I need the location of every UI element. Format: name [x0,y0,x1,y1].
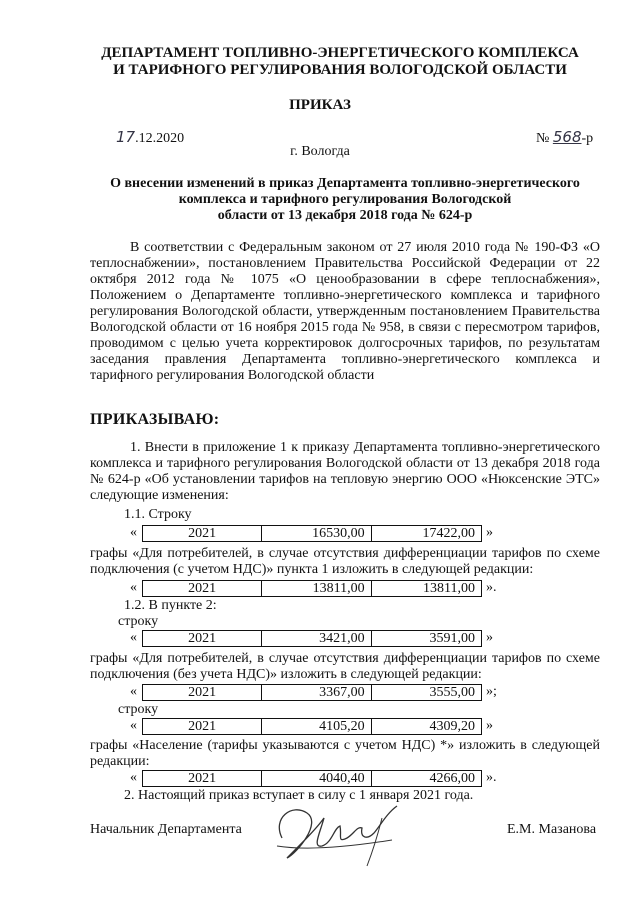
date-printed: .12.2020 [135,131,185,146]
item-2-text: 2. Настоящий приказ вступает в силу с 1 января 2021 года. [124,788,474,803]
tariff-cells-c [142,630,482,647]
tariff-cells-b [142,580,482,597]
quote-open: « [130,525,137,540]
doc-type-title: ПРИКАЗ [289,97,351,113]
sub-item-1-1-label: 1.1. Строку [124,507,192,522]
cell-year: 2021 [143,771,262,786]
quote-open: « [130,684,137,699]
date-handwritten: 17 [116,128,136,146]
handwritten-signature [262,798,412,868]
item-1-text: 1. Внести в приложение 1 к приказу Департамента топливно-энергетического комплекса и тарифного регулирования Вологодской области от 13 декабря 2018 года № 624-р «Об установлении тарифов на тепловую энергию ООО «Нюксенские ЭТС» следующие изменения: [90,440,600,503]
cell-value-2: 4309,20 [429,719,475,734]
after-row-c-text: графы «Для потребителей, в случае отсутствия дифференциации тарифов по схеме подключения (без учета НДС)» изложить в следующей редакции: [90,651,600,682]
cell-value-1: 13811,00 [262,581,371,596]
after-row-a-text: графы «Для потребителей, в случае отсутствия дифференциации тарифов по схеме подключения (с учетом НДС)» пункта 1 изложить в следующей редакции: [90,546,600,577]
cell-value-2: 4266,00 [429,771,475,786]
orders-word: ПРИКАЗЫВАЮ: [90,411,220,428]
signatory-name: Е.М. Мазанова [507,822,597,837]
quote-open: « [130,718,137,733]
cell-value-2: 17422,00 [422,526,475,541]
quote-close: » [486,525,493,540]
sub-item-1-2-label: 1.2. В пункте 2: [124,598,217,613]
department-heading [40,45,640,79]
number-handwritten: 568 [552,128,582,146]
tariff-row-f [130,770,510,787]
quote-close-semicolon: »; [486,684,497,699]
subject-line-3: области от 13 декабря 2018 года № 624-р [217,208,473,223]
cell-year: 2021 [143,719,262,734]
cell-year: 2021 [143,526,262,541]
number-prefix: № [536,131,550,146]
quote-close-dot: ». [486,580,497,595]
cell-value-2: 3591,00 [429,631,475,646]
cell-value-2: 13811,00 [423,581,475,596]
subject-line-2: комплекса и тарифного регулирования Вологодской [178,192,512,207]
cell-value-1: 3421,00 [262,631,371,646]
preamble-paragraph: В соответствии с Федеральным законом от 27 июля 2010 года № 190-ФЗ «О теплоснабжении», постановлением Правительства Российской Федерации от 22 октября 2012 года № 1075 «О ценообразовании в сфере теплоснабжения», Положением о Департаменте топливно-энергетического комплекса и тарифного регулирования Вологодской области, утвержденным постановлением Правительства Вологодской области от 16 ноября 2015 года № 958, в связи с пересмотром тарифов, проводимом с целью учета корректировок долгосрочных тарифов, по результатам заседания правления Департамента топливно-энергетического комплекса и тарифного регулирования Вологодской области [90,240,600,383]
cell-year: 2021 [143,581,262,596]
quote-close: » [486,630,493,645]
tariff-cells-f [142,770,482,787]
quote-open: « [130,770,137,785]
tariff-row-a [130,525,510,542]
stroku-label-2: строку [118,702,159,717]
tariff-cells-a [142,525,482,542]
tariff-cells-d [142,684,482,701]
cell-value-1: 4105,20 [262,719,371,734]
quote-close-dot: ». [486,770,497,785]
quote-close: » [486,718,493,733]
after-row-e-text: графы «Население (тарифы указываются с учетом НДС) *» изложить в следующей редакции: [90,738,600,769]
cell-value-1: 3367,00 [262,685,371,700]
tariff-row-c [130,630,510,647]
city: г. Вологда [290,144,350,159]
cell-value-1: 4040,40 [262,771,371,786]
cell-year: 2021 [143,685,262,700]
quote-open: « [130,630,137,645]
cell-value-2: 3555,00 [429,685,475,700]
stroku-label-1: строку [118,614,159,629]
tariff-row-d [130,684,510,701]
subject-line-1: О внесении изменений в приказ Департамента топливно-энергетического [110,176,580,191]
tariff-row-e [130,718,510,735]
tariff-cells-e [142,718,482,735]
department-line-2: И ТАРИФНОГО РЕГУЛИРОВАНИЯ ВОЛОГОДСКОЙ ОБЛАСТИ [113,62,567,78]
number-suffix: -р [581,131,594,146]
cell-value-1: 16530,00 [262,526,371,541]
signatory-position: Начальник Департамента [90,822,242,837]
cell-year: 2021 [143,631,262,646]
order-subject [90,176,600,224]
department-line-1: ДЕПАРТАМЕНТ ТОПЛИВНО-ЭНЕРГЕТИЧЕСКОГО КОМПЛЕКСА [101,45,579,61]
quote-open: « [130,580,137,595]
tariff-row-b [130,580,510,597]
